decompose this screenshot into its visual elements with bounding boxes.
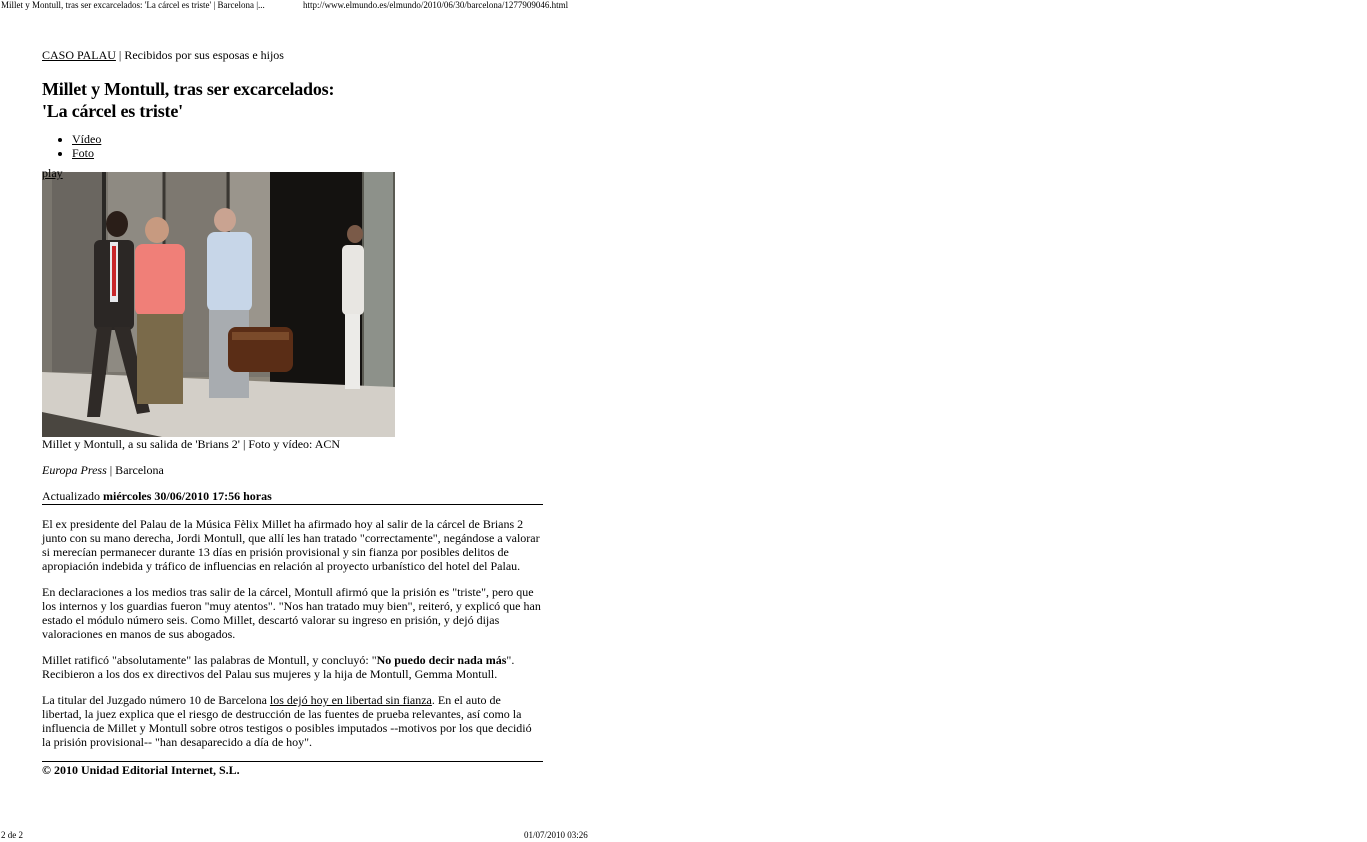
body-paragraph-4 — [42, 693, 543, 749]
byline — [42, 463, 543, 477]
headline-line-1: Millet y Montull, tras ser excarcelados: — [42, 79, 335, 99]
quote-bold: No puedo decir nada más — [376, 653, 507, 667]
media-tabs — [42, 132, 543, 160]
byline-location: | Barcelona — [106, 463, 164, 477]
print-header-title: Millet y Montull, tras ser excarcelados: 'La cárcel es triste' | Barcelona |... — [1, 0, 265, 10]
section-kicker — [42, 46, 543, 64]
section-link[interactable]: CASO PALAU — [42, 48, 116, 62]
article-photo[interactable] — [42, 172, 395, 437]
updated-timestamp — [42, 489, 543, 505]
body-paragraph-3 — [42, 653, 543, 681]
headline-line-2: 'La cárcel es triste' — [42, 101, 183, 121]
article — [42, 46, 543, 777]
paragraph-3-after: ". Recibieron a los dos ex directivos del Palau sus mujeres y la hija de Montull, Gemma Montull. — [42, 653, 515, 681]
byline-agency: Europa Press — [42, 463, 107, 477]
body-paragraph-1: El ex presidente del Palau de la Música Fèlix Millet ha afirmado hoy al salir de la cárcel de Brians 2 junto con su mano derecha, Jordi Montull, que allí les han tratado "correctamente", negándose a valorar si merecían permanecer durante 13 días en prisión provisional y sin fianza por posibles delitos de apropiación indebida y tráfico de influencias en relación al proyecto urbanístico del hotel del Palau. — [42, 517, 540, 573]
paragraph-4-after: . En el auto de libertad, la juez explica que el riesgo de destrucción de las fuentes de prueba relevantes, así como la influencia de Millet y Montull sobre otros testigos o posibles imputados --motivos por los que decidió la prisión provisional-- "han desaparecido a día de hoy". — [42, 693, 532, 749]
play-link[interactable]: play — [42, 166, 63, 180]
updated-date: miércoles 30/06/2010 17:56 horas — [102, 489, 272, 503]
print-header-url: http://www.elmundo.es/elmundo/2010/06/30/barcelona/1277909046.html — [303, 0, 569, 10]
release-link[interactable]: los dejó hoy en libertad sin fianza — [269, 693, 432, 707]
media-tab-video — [72, 132, 543, 146]
photo-link[interactable]: Foto — [72, 146, 95, 160]
subsection-text: | Recibidos por sus esposas e hijos — [115, 48, 284, 62]
media-tab-photo — [72, 146, 543, 160]
article-headline — [42, 78, 543, 122]
photo-caption: Millet y Montull, a su salida de 'Brians 2' | Foto y vídeo: ACN — [42, 437, 341, 451]
updated-label: Actualizado — [42, 489, 103, 503]
copyright-notice: © 2010 Unidad Editorial Internet, S.L. — [42, 761, 543, 777]
paragraph-3-before: Millet ratificó "absolutamente" las palabras de Montull, y concluyó: " — [42, 653, 377, 667]
paragraph-4-before: La titular del Juzgado número 10 de Barcelona — [42, 693, 270, 707]
video-link[interactable]: Vídeo — [72, 132, 102, 146]
body-paragraph-2: En declaraciones a los medios tras salir de la cárcel, Montull afirmó que la prisión es "triste", pero que los internos y los guardias fueron "muy atentos". "Nos han tratado muy bien", reiteró, y explicó que han estado el módulo número seis. Como Millet, descartó valorar su ingreso en prisión, y dejó dijas valoraciones en manos de sus abogados. — [42, 585, 541, 641]
print-datetime: 01/07/2010 03:26 — [524, 830, 588, 840]
page-number: 2 de 2 — [1, 830, 23, 840]
